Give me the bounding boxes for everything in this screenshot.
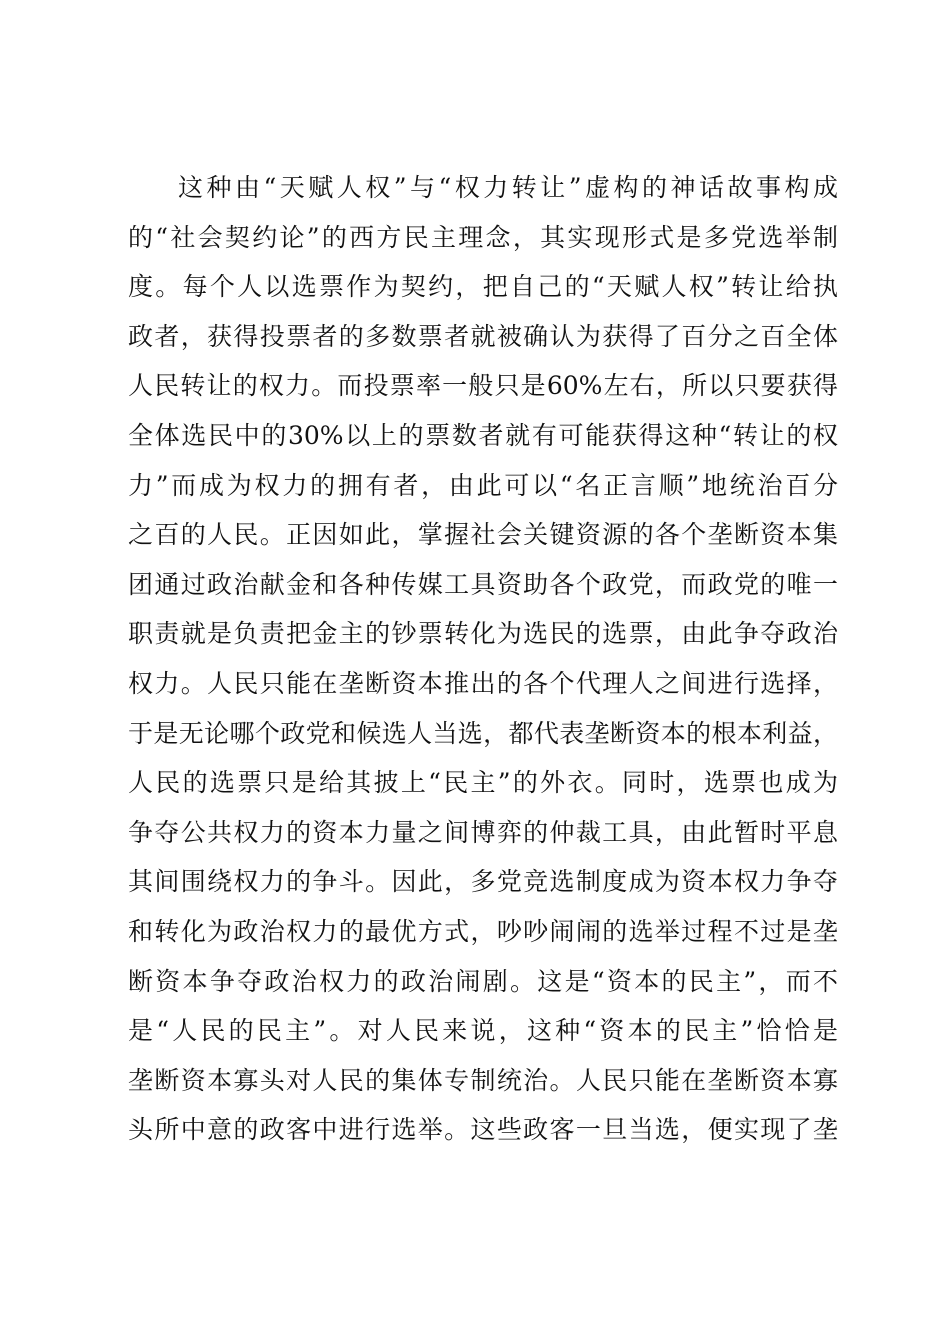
text-line: 和转化为政治权力的最优方式，吵吵闹闹的选举过程不过是垄	[128, 916, 838, 946]
text-line: 垄断资本寡头对人民的集体专制统治。人民只能在垄断资本寡	[128, 1065, 838, 1095]
text-line: 人民转让的权力。而投票率一般只是60%左右，所以只要获得	[128, 371, 838, 401]
text-line: 人民的选票只是给其披上“民主”的外衣。同时，选票也成为	[128, 768, 838, 798]
text-line: 职责就是负责把金主的钞票转化为选民的选票，由此争夺政治	[128, 619, 838, 649]
text-line: 的“社会契约论”的西方民主理念，其实现形式是多党选举制	[128, 222, 838, 252]
text-line: 其间围绕权力的争斗。因此，多党竞选制度成为资本权力争夺	[128, 867, 838, 897]
text-line: 力”而成为权力的拥有者，由此可以“名正言顺”地统治百分	[128, 470, 838, 500]
text-line: 这种由“天赋人权”与“权力转让”虚构的神话故事构成	[178, 173, 838, 202]
text-line: 权力。人民只能在垄断资本推出的各个代理人之间进行选择，	[128, 668, 838, 698]
text-line: 全体选民中的30%以上的票数者就有可能获得这种“转让的权	[128, 420, 838, 450]
text-line: 断资本争夺政治权力的政治闹剧。这是“资本的民主”，而不	[128, 966, 838, 996]
text-line: 政者，获得投票者的多数票者就被确认为获得了百分之百全体	[128, 321, 838, 351]
text-line: 争夺公共权力的资本力量之间博弈的仲裁工具，由此暂时平息	[128, 817, 838, 847]
text-line: 于是无论哪个政党和候选人当选，都代表垄断资本的根本利益，	[128, 718, 838, 748]
text-line: 之百的人民。正因如此，掌握社会关键资源的各个垄断资本集	[128, 520, 838, 550]
text-line: 是“人民的民主”。对人民来说，这种“资本的民主”恰恰是	[128, 1016, 838, 1046]
body-paragraph	[128, 163, 838, 1155]
text-line: 头所中意的政客中进行选举。这些政客一旦当选，便实现了垄	[128, 1115, 838, 1145]
text-line: 度。每个人以选票作为契约，把自己的“天赋人权”转让给执	[128, 272, 838, 302]
text-line: 团通过政治献金和各种传媒工具资助各个政党，而政党的唯一	[128, 569, 838, 599]
